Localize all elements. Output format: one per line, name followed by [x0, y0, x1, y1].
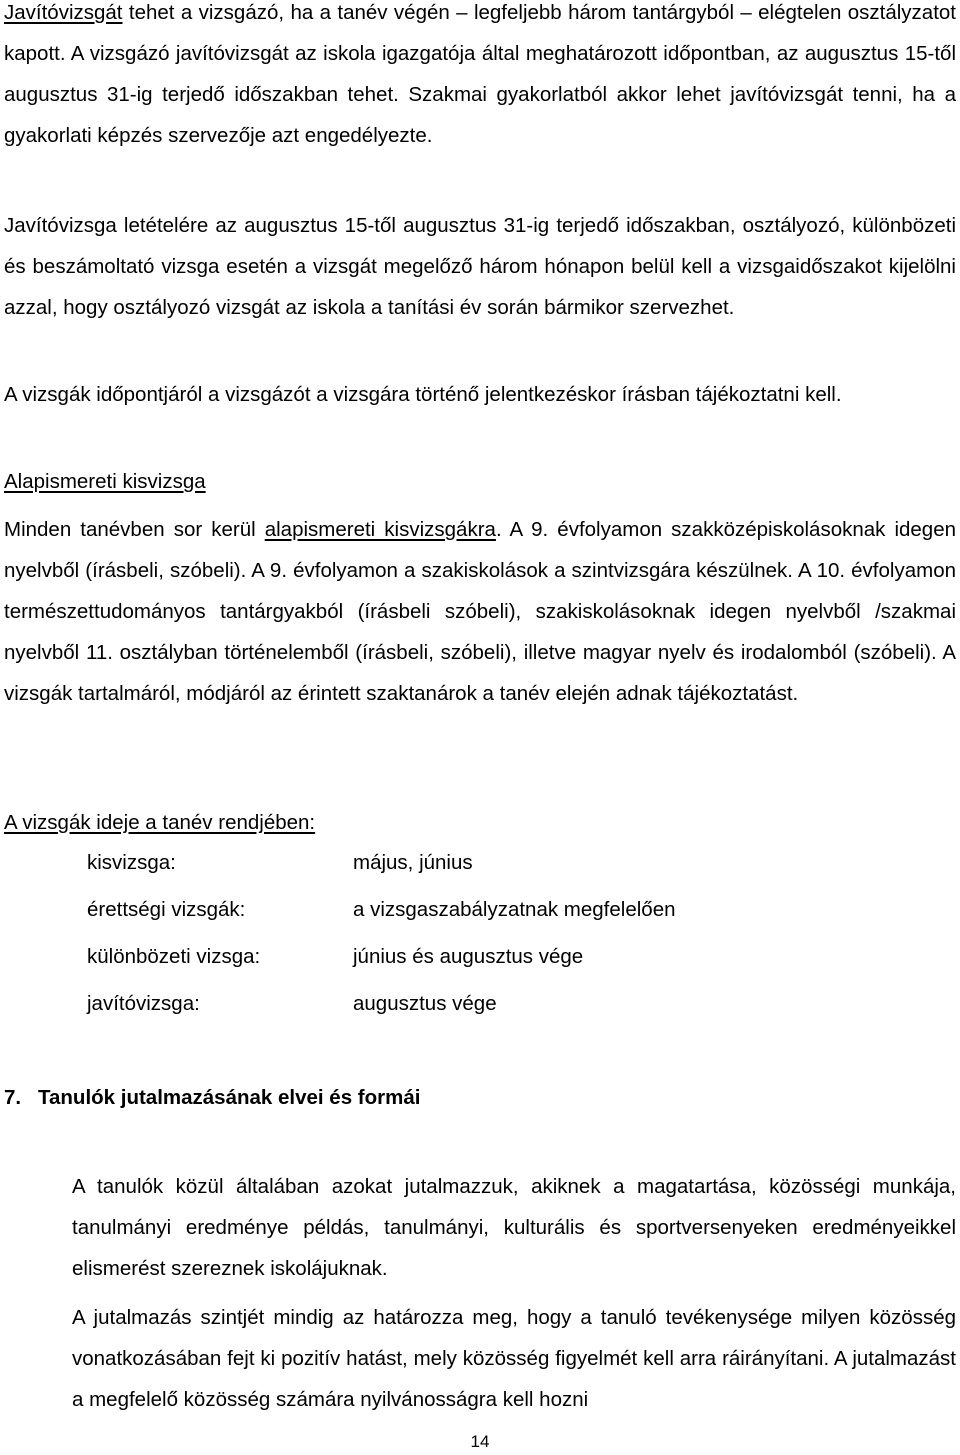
paragraph-text: tehet a vizsgázó, ha a tanév végén – legfeljebb három tantárgyból – elégtelen osztályzatot kapott. A vizsgázó javítóvizsgát az iskola igazgatója által meghatározott időpontban, az augusztus 15-től augusztus 31-ig terjedő időszakban tehet. Szakmai gyakorlatból akkor lehet javítóvizsgát tenni, ha a gyakorlati képzés szervezője azt engedélyezte. — [4, 1, 956, 147]
paragraph-text: Minden tanévben sor kerül — [4, 518, 265, 541]
schedule-value: május, június — [353, 851, 473, 874]
alapismereti-kisvizsgakra-link[interactable]: alapismereti kisvizsgákra — [264, 518, 496, 541]
schedule-heading-text: A vizsgák ideje a tanév rendjében: — [4, 811, 316, 834]
alapismereti-kisvizsga-heading — [4, 461, 956, 502]
schedule-value: a vizsgaszabályzatnak megfelelően — [353, 898, 676, 921]
paragraph-jutalmazas-2: A jutalmazás szintjét mindig az határozza meg, hogy a tanuló tevékenysége milyen közösség vonatkozásában fejt ki pozitív hatást, mely közösség figyelmét kell arra ráirányítani. A jutalmazást a megfelelő közösség számára nyilvánosságra kell hozni — [72, 1306, 956, 1411]
schedule-label: javítóvizsga: — [87, 992, 200, 1015]
section-number: 7. — [4, 1086, 22, 1109]
schedule-heading — [4, 802, 956, 843]
schedule-label: kisvizsga: — [87, 851, 176, 874]
page-number: 14 — [470, 1432, 490, 1451]
javitovizsgat-link[interactable]: Javítóvizsgát — [4, 1, 123, 24]
paragraph-javitovizsga — [4, 0, 956, 156]
paragraph-vizsgaidoszak: Javítóvizsga letételére az augusztus 15-től augusztus 31-ig terjedő időszakban, osztályozó, különbözeti és beszámoltató vizsga esetén a vizsgát megelőző három hónapon belül kell a vizsgaidőszakot kijelölni azzal, hogy osztályozó vizsgát az iskola a tanítási év során bármikor szervezhet. — [4, 214, 956, 319]
alapismereti-kisvizsga-link[interactable]: Alapismereti kisvizsga — [4, 470, 206, 493]
paragraph-jutalmazas-1: A tanulók közül általában azokat jutalmazzuk, akiknek a magatartása, közösségi munkája, tanulmányi eredménye példás, tanulmányi, kulturális és sportversenyeken eredményeikkel elismerést szereznek iskolájuknak. — [72, 1175, 956, 1280]
schedule-row — [87, 848, 947, 878]
schedule-label: különbözeti vizsga: — [87, 945, 261, 968]
schedule-row — [87, 989, 947, 1019]
schedule-label: érettségi vizsgák: — [87, 898, 246, 921]
section-title: Tanulók jutalmazásának elvei és formái — [38, 1086, 421, 1109]
schedule-row — [87, 942, 947, 972]
paragraph-text: . A 9. évfolyamon szakközépiskolásoknak idegen nyelvből (írásbeli, szóbeli). A 9. évfolyamon a szakiskolások a szintvizsgára készülnek. A 10. évfolyamon természettudományos tantárgyakból (írásbeli szóbeli), szakiskolásoknak idegen nyelvből /szakmai nyelvből 11. osztályban történelemből (írásbeli, szóbeli), illetve magyar nyelv és irodalomból (szóbeli). A vizsgák tartalmáról, módjáról az érintett szaktanárok a tanév elején adnak tájékoztatást. — [4, 518, 957, 705]
paragraph-tajekoztatas: A vizsgák időpontjáról a vizsgázót a vizsgára történő jelentkezéskor írásban tájékoztatni kell. — [4, 383, 842, 406]
section-7-heading — [4, 1081, 420, 1115]
paragraph-kisvizsgak — [4, 509, 956, 714]
schedule-row — [87, 895, 947, 925]
schedule-value: június és augusztus vége — [353, 945, 584, 968]
schedule-value: augusztus vége — [353, 992, 497, 1015]
